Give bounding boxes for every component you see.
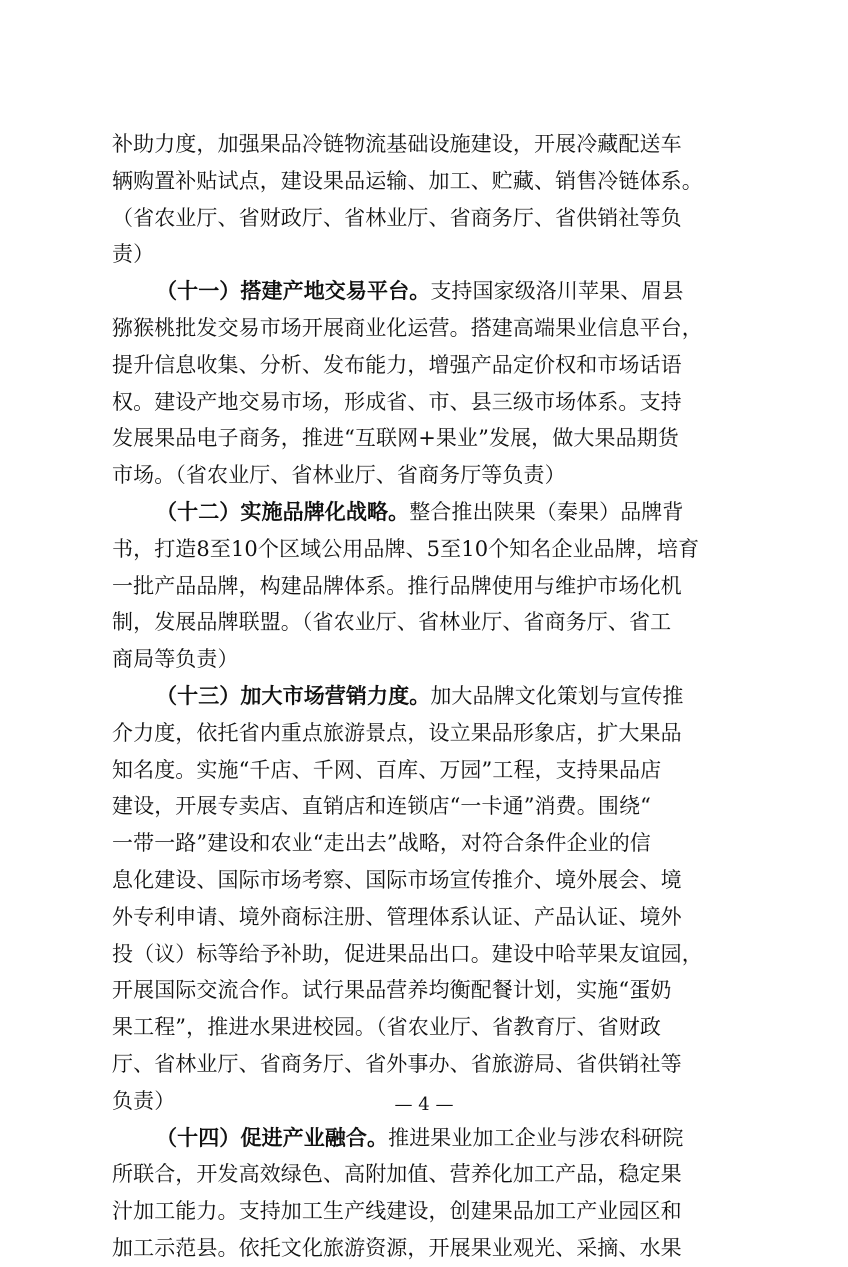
page-number: — 4 — (394, 1094, 454, 1115)
text-line: 介力度，依托省内重点旅游景点，设立果品形象店，扩大果品 (112, 720, 682, 745)
paragraph-continued (112, 126, 740, 273)
text-line: 提升信息收集、分析、发布能力，增强产品定价权和市场话语 (112, 352, 682, 377)
text-line: 辆购置补贴试点，建设果品运输、加工、贮藏、销售冷链体系。 (112, 168, 703, 193)
text-line: 商局等负责） (112, 647, 239, 672)
text-line: 发展果品电子商务，推进“互联网+果业”发展，做大果品期货 (112, 426, 679, 451)
paragraph-12 (112, 494, 740, 678)
text-line: 外专利申请、境外商标注册、管理体系认证、产品认证、境外 (112, 904, 682, 929)
text-line: 知名度。实施“千店、千网、百库、万园”工程，支持果品店 (112, 757, 662, 782)
text-run: 支持国家级洛川苹果、眉县 (430, 279, 684, 304)
section-heading: （十二）实施品牌化战略。 (156, 498, 410, 524)
text-line: 制，发展品牌联盟。（省农业厅、省林业厅、省商务厅、省工 (112, 610, 672, 635)
paragraph-first-line (112, 1120, 740, 1157)
text-line: 一批产品品牌，构建品牌体系。推行品牌使用与维护市场化机 (112, 573, 682, 598)
text-line: 投（议）标等给予补助，促进果品出口。建设中哈苹果友谊园， (112, 941, 703, 966)
text-line: 所联合，开发高效绿色、高附加值、营养化加工产品，稳定果 (112, 1162, 682, 1187)
text-line: 书，打造8至10个区域公用品牌、5至10个知名企业品牌，培育 (112, 536, 700, 561)
text-line: 猕猴桃批发交易市场开展商业化运营。搭建高端果业信息平台， (112, 315, 703, 340)
text-run: 推进果业加工企业与涉农科研院 (388, 1125, 684, 1150)
paragraph-14 (112, 1120, 740, 1267)
paragraph-13 (112, 678, 740, 1120)
section-heading: （十四）促进产业融合。 (156, 1124, 389, 1150)
text-line: 负责） (112, 1088, 176, 1113)
text-line: 厅、省林业厅、省商务厅、省外事办、省旅游局、省供销社等 (112, 1051, 682, 1076)
text-line: 一带一路”建设和农业“走出去”战略，对符合条件企业的信 (112, 831, 651, 856)
text-line: 汁加工能力。支持加工生产线建设，创建果品加工产业园区和 (112, 1199, 682, 1224)
text-line: 权。建设产地交易市场，形成省、市、县三级市场体系。支持 (112, 389, 682, 414)
text-line: 果工程”，推进水果进校园。（省农业厅、省教育厅、省财政 (112, 1015, 661, 1040)
section-heading: （十三）加大市场营销力度。 (156, 682, 431, 708)
paragraph-first-line (112, 678, 740, 715)
paragraph-first-line (112, 273, 740, 310)
text-line: 加工示范县。依托文化旅游资源，开展果业观光、采摘、水果 (112, 1235, 682, 1260)
text-line: 息化建设、国际市场考察、国际市场宣传推介、境外展会、境 (112, 867, 682, 892)
text-line: 建设，开展专卖店、直销店和连锁店“一卡通”消费。围绕“ (112, 794, 651, 819)
text-line: 市场。（省农业厅、省林业厅、省商务厅等负责） (112, 463, 566, 488)
text-run: 整合推出陕果（秦果）品牌背 (409, 499, 684, 524)
text-line: 补助力度，加强果品冷链物流基础设施建设，开展冷藏配送车 (112, 132, 682, 156)
section-heading: （十一）搭建产地交易平台。 (156, 278, 431, 304)
paragraph-first-line (112, 494, 740, 531)
paragraph-11 (112, 273, 740, 494)
text-line: 责） (112, 242, 155, 267)
text-line: （省农业厅、省财政厅、省林业厅、省商务厅、省供销社等负 (112, 205, 682, 230)
text-run: 加大品牌文化策划与宣传推 (430, 683, 684, 708)
text-line: 开展国际交流合作。试行果品营养均衡配餐计划，实施“蛋奶 (112, 978, 672, 1003)
